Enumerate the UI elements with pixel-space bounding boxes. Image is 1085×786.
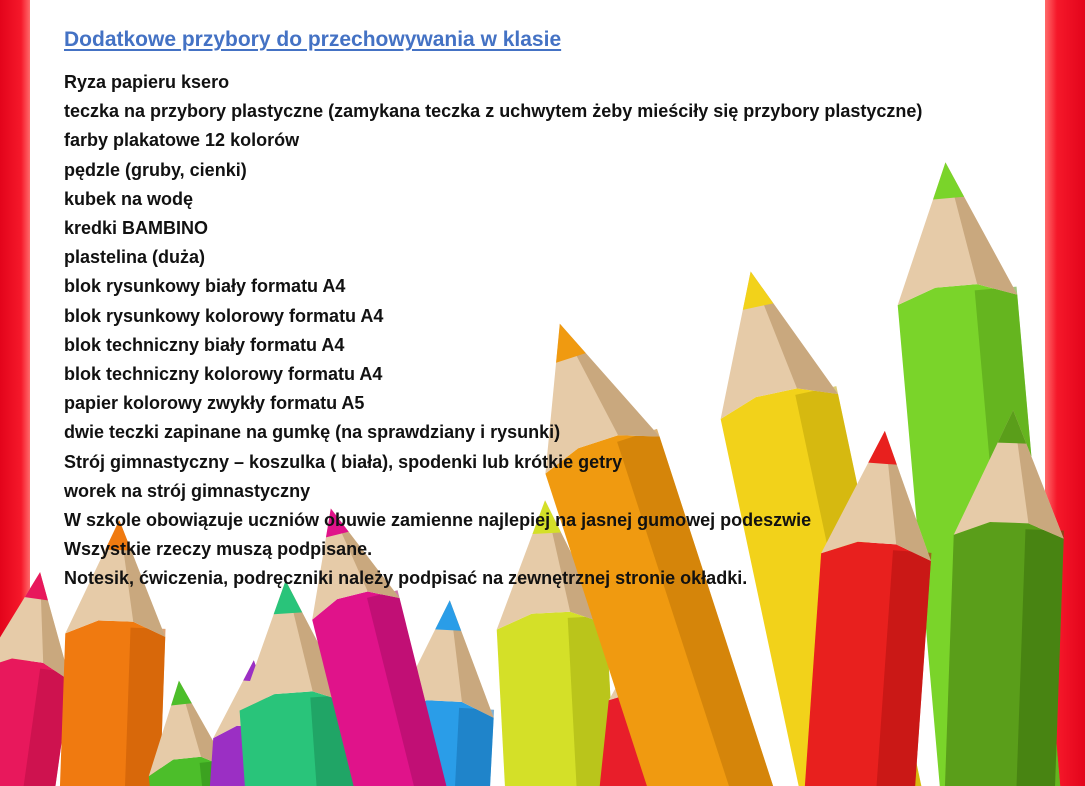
list-item: farby plakatowe 12 kolorów <box>64 130 300 151</box>
list-item: blok techniczny kolorowy formatu A4 <box>64 364 383 385</box>
document-content <box>64 26 1024 594</box>
list-item: dwie teczki zapinane na gumkę (na sprawdziany i rysunki) <box>64 422 561 443</box>
list-item: blok techniczny biały formatu A4 <box>64 334 345 355</box>
list-item: kubek na wodę <box>64 188 194 209</box>
list-item: worek na strój gimnastyczny <box>64 480 311 501</box>
list-item: blok rysunkowy biały formatu A4 <box>64 276 346 297</box>
list-item: blok rysunkowy kolorowy formatu A4 <box>64 305 384 326</box>
list-item: Strój gimnastyczny – koszulka ( biała), spodenki lub krótkie getry <box>64 451 623 472</box>
list-item: plastelina (duża) <box>64 247 206 268</box>
list-item: papier kolorowy zwykły formatu A5 <box>64 393 365 414</box>
list-item: Wszystkie rzeczy muszą podpisane. <box>64 539 373 560</box>
list-item: pędzle (gruby, cienki) <box>64 159 247 180</box>
list-item: kredki BAMBINO <box>64 218 209 239</box>
document-title: Dodatkowe przybory do przechowywania w klasie <box>64 28 562 51</box>
list-item: Ryza papieru ksero <box>64 72 230 92</box>
list-item: Notesik, ćwiczenia, podręczniki należy podpisać na zewnętrznej stronie okładki. <box>64 568 748 589</box>
list-item: teczka na przybory plastyczne (zamykana teczka z uchwytem żeby mieściły się przybory plastyczne) <box>64 101 923 122</box>
list-item: W szkole obowiązuje uczniów obuwie zamienne najlepiej na jasnej gumowej podeszwie <box>64 510 812 531</box>
supply-list <box>64 68 1024 594</box>
